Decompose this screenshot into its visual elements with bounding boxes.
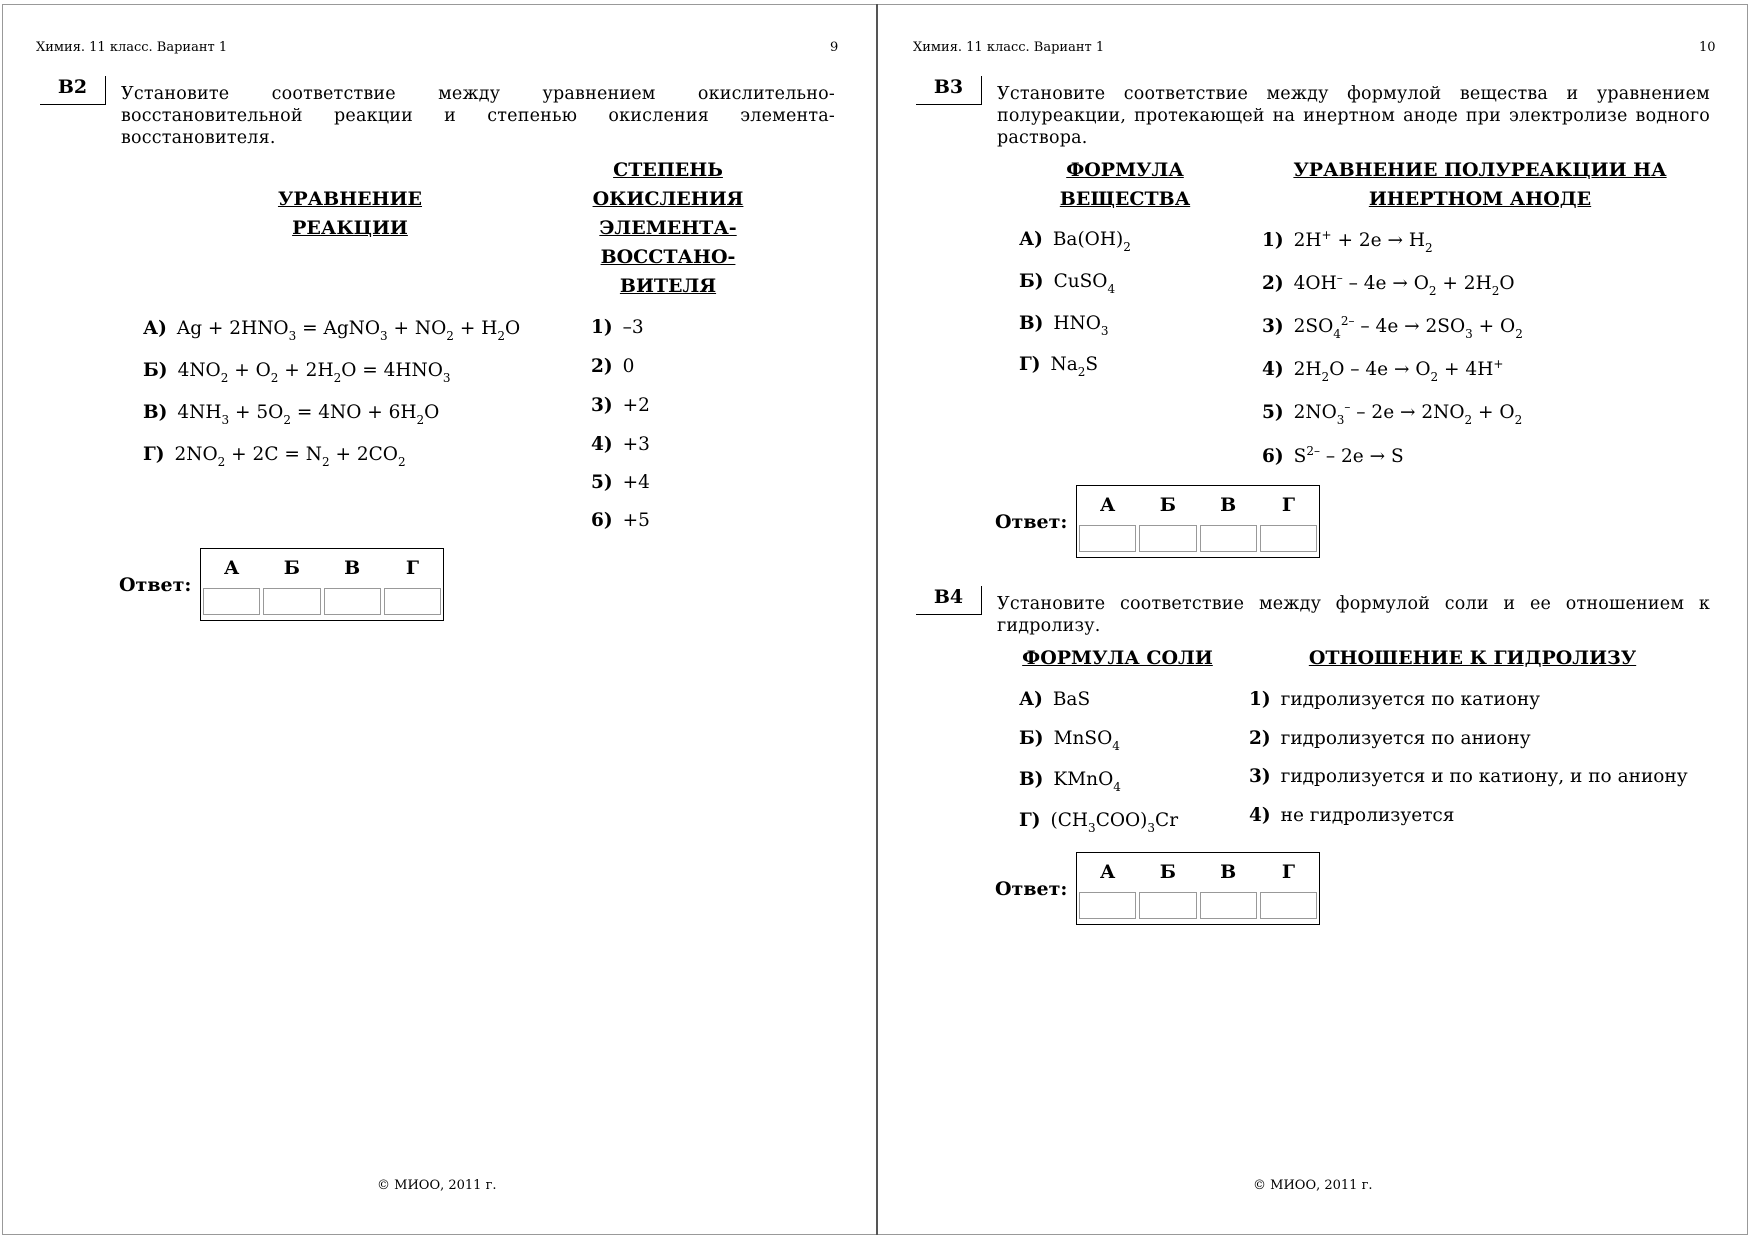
- b2-answer-cell-a[interactable]: [203, 588, 260, 615]
- b4-answer-table: [1076, 852, 1320, 925]
- b2-reaction-a: А) $Ag + 2HNO_3$ = AgNO$_3$ + $NO_2 + H_2O$: [143, 318, 521, 343]
- page-divider: [876, 4, 878, 1235]
- b2-option-5: 5) +4: [591, 472, 650, 493]
- b3-column-header-substance: ФОРМУЛА ВЕЩЕСТВА: [1059, 159, 1191, 210]
- b4-salt-v: В) KMnO$_4$: [1019, 769, 1121, 794]
- b3-half-reaction-4: 4) $2H_2O - 4e \to O_2 + 4H^+$: [1262, 357, 1504, 384]
- b4-answer-cell-v[interactable]: [1200, 892, 1257, 919]
- b4-salt-g: Г) $(CH_3COO)_3Cr$: [1019, 810, 1179, 835]
- b2-equation-a: $Ag + 2HNO_3$ = AgNO$_3$ + $NO_2 + H_2O$: [176, 318, 521, 343]
- b3-answer-label: Ответ:: [995, 511, 1068, 533]
- left-footer: © МИОО, 2011 г.: [377, 1178, 497, 1193]
- b2-equation-v: $4NH_3 + 5O_2 = 4NO + 6H_2O$: [177, 402, 440, 427]
- b2-column-header-oxidation: СТЕПЕНЬ ОКИСЛЕНИЯ ЭЛЕМЕНТА-ВОССТАНО-ВИТЕЛЯ: [592, 159, 744, 297]
- b2-answer-cell-g[interactable]: [384, 588, 441, 615]
- b4-answer-header-b: Б: [1159, 861, 1176, 883]
- b4-column-header-salt: ФОРМУЛА СОЛИ: [1022, 647, 1213, 669]
- b4-answer-label: Ответ:: [995, 878, 1068, 900]
- b3-half-reaction-3: 3) $2SO_4^{2-} - 4e \to 2SO_3 + O_2$: [1262, 314, 1523, 341]
- b4-salt-b: Б) MnSO$_4$: [1019, 728, 1120, 753]
- b4-option-2: 2) гидролизуется по аниону: [1249, 728, 1531, 749]
- b3-column-header-half-reaction: УРАВНЕНИЕ ПОЛУРЕАКЦИИ НА ИНЕРТНОМ АНОДЕ: [1293, 159, 1667, 210]
- b3-substance-a: А) $Ba(OH)_2$: [1019, 229, 1131, 254]
- b4-option-4: 4) не гидролизуется: [1249, 805, 1455, 826]
- task-label-b3: B3: [916, 76, 982, 105]
- b3-answer-cell-g[interactable]: [1260, 525, 1317, 552]
- b2-answer-label: Ответ:: [119, 574, 192, 596]
- b4-option-3: 3) гидролизуется и по катиону, и по аниону: [1249, 766, 1688, 787]
- b3-answer-cell-a[interactable]: [1079, 525, 1136, 552]
- b2-equation-g: $2NO_2 + 2C = N_2 + 2CO_2$: [174, 444, 406, 469]
- b3-substance-g: Г) $Na_2S$: [1019, 354, 1099, 379]
- b2-equation-b: $4NO_2 + O_2 + 2H_2O = 4HNO_3$: [177, 360, 451, 385]
- right-page-number: 10: [1699, 40, 1716, 55]
- b3-half-reaction-1: 1) $2H^+ + 2e \to H_2$: [1262, 228, 1433, 255]
- b4-salt-a: А) BaS: [1019, 689, 1091, 710]
- b2-answer-header-a: А: [223, 557, 240, 579]
- b3-answer-cell-b[interactable]: [1139, 525, 1196, 552]
- b2-answer-header-v: В: [344, 557, 361, 579]
- b2-option-3: 3) +2: [591, 395, 650, 416]
- b2-reaction-v: В) $4NH_3 + 5O_2 = 4NO + 6H_2O$: [143, 402, 440, 427]
- b3-answer-header-g: Г: [1281, 494, 1295, 516]
- b2-answer-cell-b[interactable]: [263, 588, 320, 615]
- b2-column-header-reaction: УРАВНЕНИЕ РЕАКЦИИ: [277, 188, 423, 239]
- b3-answer-table: [1076, 485, 1320, 558]
- b4-column-header-hydrolysis: ОТНОШЕНИЕ К ГИДРОЛИЗУ: [1308, 647, 1637, 669]
- task-text-b3: Установите соответствие между формулой вещества и уравнением полуреакции, протекающей на инертном аноде при электролизе водного раствора.: [997, 84, 1710, 148]
- b4-answer-header-v: В: [1220, 861, 1237, 883]
- b3-half-reaction-5: 5) $2NO_3^- - 2e \to 2NO_2 + O_2$: [1262, 400, 1523, 427]
- b2-option-1: 1) –3: [591, 317, 644, 338]
- b3-substance-b: Б) CuSO$_4$: [1019, 271, 1116, 296]
- left-header-title: Химия. 11 класс. Вариант 1: [36, 40, 228, 55]
- b3-answer-header-b: Б: [1159, 494, 1176, 516]
- b3-substance-v: В) $HNO_3$: [1019, 313, 1109, 338]
- b3-half-reaction-6: 6) $S^{2-} - 2e \to S$: [1262, 444, 1404, 467]
- task-text-b4: Установите соответствие между формулой соли и ее отношением к гидролизу.: [997, 594, 1710, 636]
- b3-answer-header-a: А: [1099, 494, 1116, 516]
- b2-reaction-g: Г) $2NO_2 + 2C = N_2 + 2CO_2$: [143, 444, 406, 469]
- b3-answer-cell-v[interactable]: [1200, 525, 1257, 552]
- task-label-b2: B2: [40, 76, 106, 105]
- b2-option-6: 6) +5: [591, 510, 650, 531]
- b2-answer-header-g: Г: [405, 557, 419, 579]
- b2-reaction-b: Б) $4NO_2 + O_2 + 2H_2O = 4HNO_3$: [143, 360, 451, 385]
- b2-answer-header-b: Б: [283, 557, 300, 579]
- right-header-title: Химия. 11 класс. Вариант 1: [913, 40, 1105, 55]
- b3-answer-header-v: В: [1220, 494, 1237, 516]
- b3-half-reaction-2: 2) $4OH^- - 4e \to O_2 + 2H_2O$: [1262, 271, 1515, 298]
- b4-answer-cell-b[interactable]: [1139, 892, 1196, 919]
- b2-answer-cell-v[interactable]: [324, 588, 381, 615]
- b4-answer-header-g: Г: [1281, 861, 1295, 883]
- right-footer: © МИОО, 2011 г.: [1253, 1178, 1373, 1193]
- task-label-b4: B4: [916, 586, 982, 615]
- task-text-b2: Установите соответствие между уравнением окислительно-восстановительной реакции и степенью окисления элемента-восстановителя.: [121, 84, 835, 148]
- b4-answer-header-a: А: [1099, 861, 1116, 883]
- b2-answer-table: [200, 548, 444, 621]
- b2-option-4: 4) +3: [591, 434, 650, 455]
- b2-option-2: 2) 0: [591, 356, 635, 377]
- b4-option-1: 1) гидролизуется по катиону: [1249, 689, 1541, 710]
- b4-answer-cell-g[interactable]: [1260, 892, 1317, 919]
- left-page-number: 9: [830, 40, 839, 55]
- b4-answer-cell-a[interactable]: [1079, 892, 1136, 919]
